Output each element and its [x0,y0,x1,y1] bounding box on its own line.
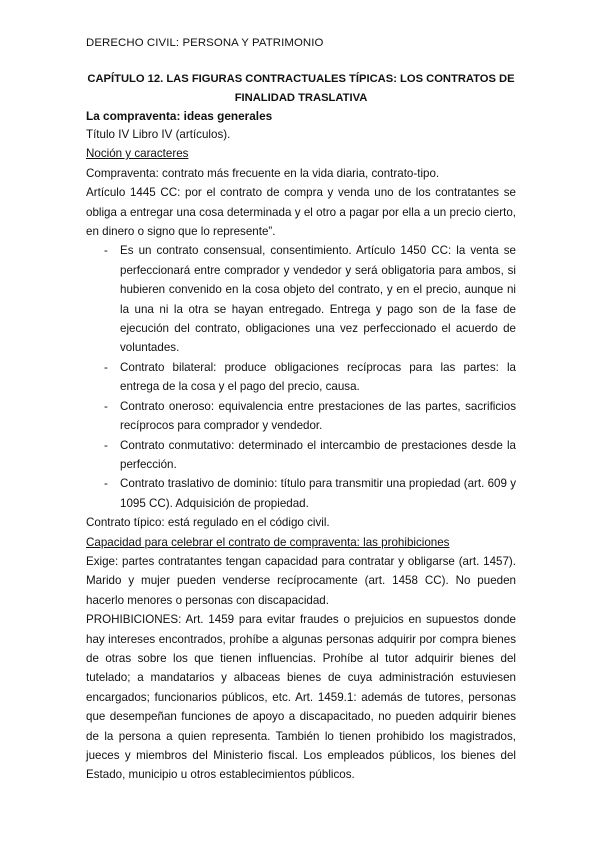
list-item [86,241,516,357]
chapter-title-line-1: CAPÍTULO 12. LAS FIGURAS CONTRACTUALES TÍPICAS: LOS CONTRATOS DE [87,73,515,85]
list-item-text: Es un contrato consensual, consentimiento. Artículo 1450 CC: la venta se perfeccionará entre comprador y vendedor y será obligatoria para ambos, si hubieren convenido en la cosa objeto del contrato, y en el precio, aunque ni la una ni la otra se hayan entregado. Entrega y pago son de la fase de ejecución del contrato, obligaciones una vez perfeccionado el acuerdo de voluntades. [120,244,516,355]
list-item-text: Contrato traslativo de dominio: título para transmitir una propiedad (art. 609 y 1095 CC). Adquisición de propiedad. [120,477,516,510]
list-item-text: Contrato conmutativo: determinado el intercambio de prestaciones desde la perfección. [120,438,516,471]
characteristics-list [86,241,516,513]
page-header: DERECHO CIVIL: PERSONA Y PATRIMONIO [86,37,324,49]
document-body [86,108,516,785]
bullet-dash: - [104,244,108,258]
paragraph-contrato-tipico: Contrato típico: está regulado en el código civil. [86,516,330,530]
list-item [86,436,516,475]
bullet-dash: - [104,477,108,491]
list-item [86,397,516,436]
subheading-nocion: Noción y caracteres [86,147,189,161]
titulo-reference: Título IV Libro IV (artículos). [86,128,231,141]
bullet-dash: - [104,399,108,413]
paragraph-articulo-1445: Artículo 1445 CC: por el contrato de compra y venda uno de los contratantes se obliga a entregar una cosa determinada y el otro a pagar por ella a un precio cierto, en dinero o signo que lo represente”. [86,186,516,239]
list-item-text: Contrato oneroso: equivalencia entre prestaciones de las partes, sacrificios recíprocos para comprador y vendedor. [120,399,516,433]
section-heading: La compraventa: ideas generales [86,109,273,123]
list-item [86,358,516,397]
paragraph-prohibiciones: PROHIBICIONES: Art. 1459 para evitar fraudes o prejuicios en supuestos donde hay intereses encontrados, prohíbe a algunas personas adquirir por compra bienes de otras sobre los que tienen influencias. Prohíbe al tutor adquirir bienes del tutelado; a mandatarios y albaceas bienes de cuya administración estuviesen encargados; funcionarios públicos, etc. Art. 1459.1: además de tutores, personas que desempeñan funciones de apoyo a discapacitado, no pueden adquirir bienes de la persona a quien representa. También lo tienen prohibido los magistrados, jueces y miembros del Ministerio fiscal. Los empleados públicos, los bienes del Estado, municipio u otros establecimientos públicos. [86,613,516,782]
chapter-title-line-2: FINALIDAD TRASLATIVA [234,92,368,104]
list-item-text: Contrato bilateral: produce obligaciones recíprocas para las partes: la entrega de la cosa y el pago del precio, causa. [120,360,516,394]
chapter-title [86,70,516,108]
list-item [86,474,516,513]
bullet-dash: - [104,438,108,452]
paragraph-exige: Exige: partes contratantes tengan capacidad para contratar y obligarse (art. 1457). Marido y mujer pueden venderse recíprocamente (art. 1458 CC). No pueden hacerlo menores o personas con discapacidad. [86,554,516,607]
bullet-dash: - [104,360,108,374]
paragraph-compraventa: Compraventa: contrato más frecuente en la vida diaria, contrato-tipo. [86,166,440,180]
subheading-capacidad: Capacidad para celebrar el contrato de compraventa: las prohibiciones [86,535,450,549]
